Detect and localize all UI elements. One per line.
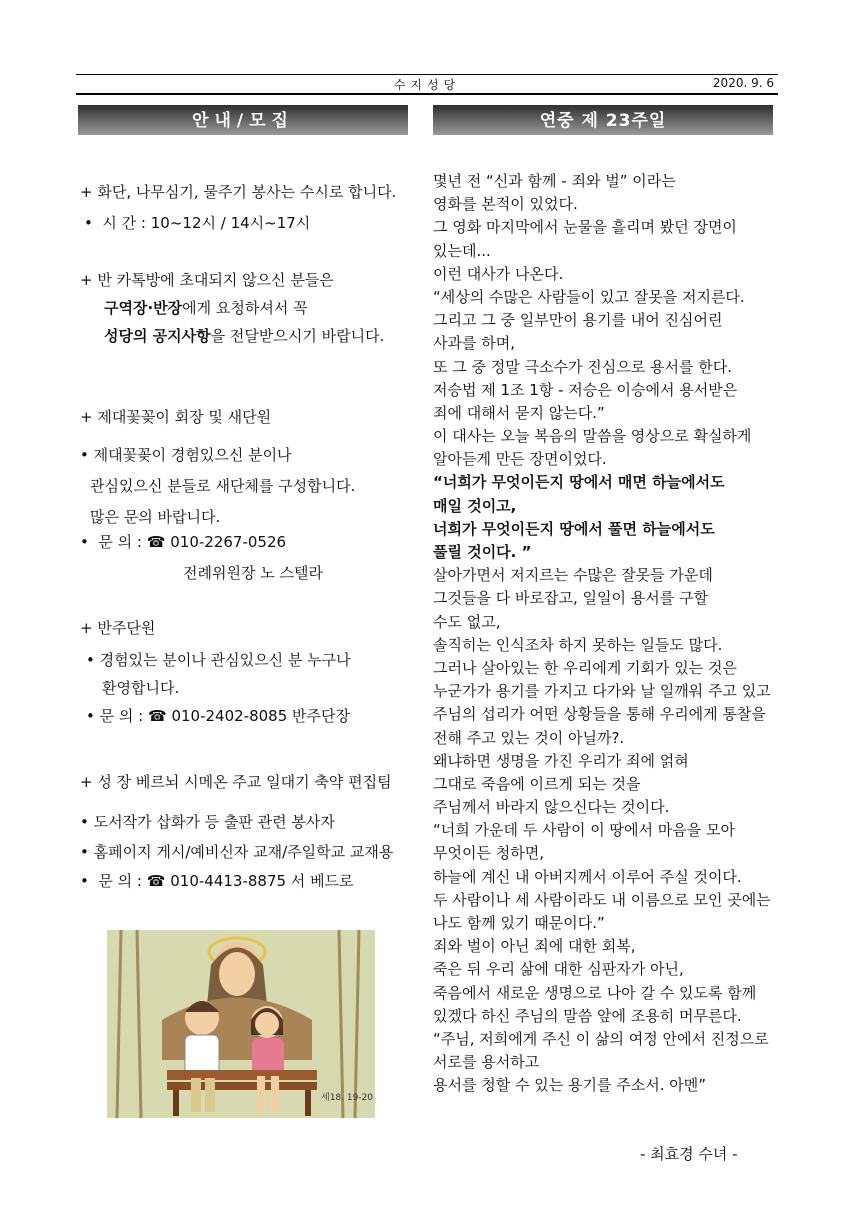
reflection-line: 주님의 섭리가 어떤 상황들을 통해 우리에게 통찰을 [433, 705, 766, 724]
notice-editing-line2: • 홈페이지 게시/예비신자 교재/주일학교 교재용 [80, 843, 394, 861]
reflection-line: 그것들을 다 바로잡고, 일일이 용서를 구할 [433, 589, 708, 608]
reflection-line: 전해 주고 있는 것이 아닐까?. [433, 728, 625, 747]
issue-date: 2020. 9. 6 [712, 76, 774, 90]
reflection-line: 살아가면서 저지르는 수많은 잘못들 가운데 [433, 566, 713, 585]
reflection-line: 너희가 무엇이든지 땅에서 풀면 하늘에서도 [433, 519, 715, 538]
reflection-line: 영화를 본적이 있었다. [433, 195, 578, 214]
reflection-line: 그리고 그 중 일부만이 용기를 내어 진심어린 [433, 311, 723, 330]
reflection-line: 이 대사는 오늘 복음의 말씀을 영상으로 확실하게 [433, 427, 752, 446]
reflection-line: 몇년 전 “신과 함께 - 죄와 벌” 이라는 [433, 172, 676, 190]
notice-flower-title: + 화단, 나무심기, 물주기 봉사는 수시로 합니다. [80, 183, 397, 201]
reflection-line: 또 그 중 정말 극소수가 진심으로 용서를 한다. [433, 357, 732, 376]
reflection-line: 왜냐하면 생명을 가진 우리가 죄에 얽혀 [433, 751, 689, 770]
notice-organ-line2: 환영합니다. [102, 679, 180, 697]
notice-altar-line2: 관심있으신 분들로 새단체를 구성합니다. [90, 477, 356, 495]
reflection-line: 나도 함께 있기 때문이다.” [433, 914, 605, 932]
phone-icon: ☎ [146, 533, 166, 551]
illustration-caption: 세18. 19-20 [321, 1093, 374, 1103]
reflection-line: 두 사람이나 세 사람이라도 내 이름으로 모인 곳에는 [433, 890, 771, 909]
reflection-line: “세상의 수많은 사람들이 있고 잘못을 저지른다. [433, 287, 745, 306]
notice-altar-contact: • 문 의 : ☎ 010-2267-0526 [80, 533, 287, 551]
reflection-line: 사과를 하며, [433, 334, 515, 353]
reflection-line: 매일 것이고, [433, 496, 517, 515]
notice-altar-line3: 많은 문의 바랍니다. [90, 508, 221, 526]
notice-kakao-line2: 구역장·반장에게 요청하셔서 꼭 [104, 299, 308, 317]
notice-banner: 안내/모집 [78, 105, 408, 135]
bullet-icon: • [80, 843, 89, 861]
reflection-line: 알아듣게 만든 장면이었다. [433, 450, 607, 469]
author-signature: - 최효경 수녀 - [640, 1145, 738, 1163]
reflection-line: 용서를 청할 수 있는 용기를 주소서. 아멘” [433, 1076, 706, 1095]
cross-icon: + [80, 271, 93, 289]
reflection-line: 풀릴 것이다. ” [433, 543, 532, 561]
reflection-line: “너희 가운데 두 사람이 이 땅에서 마음을 모아 [433, 821, 735, 840]
cross-icon: + [80, 183, 93, 201]
notice-kakao-line1: + 반 카톡방에 초대되지 않으신 분들은 [80, 271, 334, 289]
reflection-line: 무엇이든 청하면, [433, 844, 544, 863]
reflection-line: 있겠다 하신 주님의 말씀 앞에 조용히 머무른다. [433, 1006, 742, 1025]
phone-icon: ☎ [146, 872, 166, 890]
cross-icon: + [80, 619, 93, 637]
reflection-line: 솔직히는 인식조차 하지 못하는 일들도 많다. [433, 635, 723, 654]
header-top-rule [76, 74, 778, 75]
reflection-line: 그러나 살아있는 한 우리에게 기회가 있는 것은 [433, 658, 737, 677]
reflection-line: 그 영화 마지막에서 눈물을 흘리며 봤던 장면이 [433, 218, 737, 237]
reflection-line: 죽은 뒤 우리 삶에 대한 심판자가 아닌, [433, 960, 684, 979]
notice-editing-contact: • 문 의 : ☎ 010-4413-8875 서 베드로 [80, 872, 354, 890]
bullet-icon: • [80, 813, 89, 831]
notice-editing-line1: • 도서작가 삽화가 등 출판 관련 봉사자 [80, 813, 335, 831]
reflection-line: 주님께서 바라지 않으신다는 것이다. [433, 798, 670, 817]
reflection-line: 죄와 벌이 아닌 죄에 대한 회복, [433, 937, 636, 956]
reflection-line: 죽음에서 새로운 생명으로 나아 갈 수 있도록 함께 [433, 983, 757, 1002]
reflection-line: 이런 대사가 나온다. [433, 264, 564, 283]
reflection-line: 서로를 용서하고 [433, 1053, 540, 1072]
notice-organ-line1: • 경험있는 분이나 관심있으신 분 누구나 [86, 651, 351, 669]
bullet-icon: • [80, 446, 89, 464]
notice-kakao-line3: 성당의 공지사항을 전달받으시기 바랍니다. [104, 327, 385, 345]
reflection-text [433, 170, 778, 1098]
bullet-icon: • [84, 214, 93, 232]
reflection-line: 죄에 대해서 묻지 않는다.” [433, 403, 605, 422]
reflection-line: 수도 없고, [433, 612, 501, 631]
reflection-line: “너희가 무엇이든지 땅에서 매면 하늘에서도 [433, 473, 725, 492]
reflection-line: “주님, 저희에게 주신 이 삶의 여정 안에서 진정으로 [433, 1029, 769, 1048]
cross-icon: + [80, 408, 93, 426]
notice-altar-title: + 제대꽃꽂이 회장 및 새단원 [80, 408, 272, 426]
notice-flower-time: • 시 간 : 10~12시 / 14시~17시 [84, 214, 311, 232]
reflection-line: 그대로 죽음에 이르게 되는 것을 [433, 774, 641, 793]
notice-organ-contact: • 문 의 : ☎ 010-2402-8085 반주단장 [86, 707, 351, 725]
notice-organ-title: + 반주단원 [80, 619, 156, 637]
parish-name: 수지성당 [393, 78, 461, 92]
reflection-line: 누군가가 용기를 가지고 다가와 날 일깨워 주고 있고 [433, 682, 771, 701]
bullet-icon: • [80, 872, 89, 890]
notice-altar-contact-name: 전례위원장 노 스텔라 [183, 564, 323, 582]
reflection-line: 하늘에 계신 내 아버지께서 이루어 주실 것이다. [433, 867, 742, 886]
header-bottom-rule [76, 93, 778, 95]
phone-icon: ☎ [148, 707, 167, 725]
bullet-icon: • [86, 707, 95, 725]
sunday-banner: 연중 제 23주일 [433, 105, 773, 135]
cross-icon: + [80, 773, 93, 791]
notice-editing-title: + 성 장 베르뇌 시메온 주교 일대기 축약 편집팀 [80, 773, 392, 791]
reflection-line: 저승법 제 1조 1항 - 저승은 이승에서 용서받은 [433, 380, 738, 399]
bullet-icon: • [80, 533, 89, 551]
reflection-line: 있는데... [433, 241, 491, 260]
notice-altar-line1: • 제대꽃꽂이 경험있으신 분이나 [80, 446, 292, 464]
jesus-with-couple-illustration [107, 930, 375, 1118]
bullet-icon: • [86, 651, 95, 669]
